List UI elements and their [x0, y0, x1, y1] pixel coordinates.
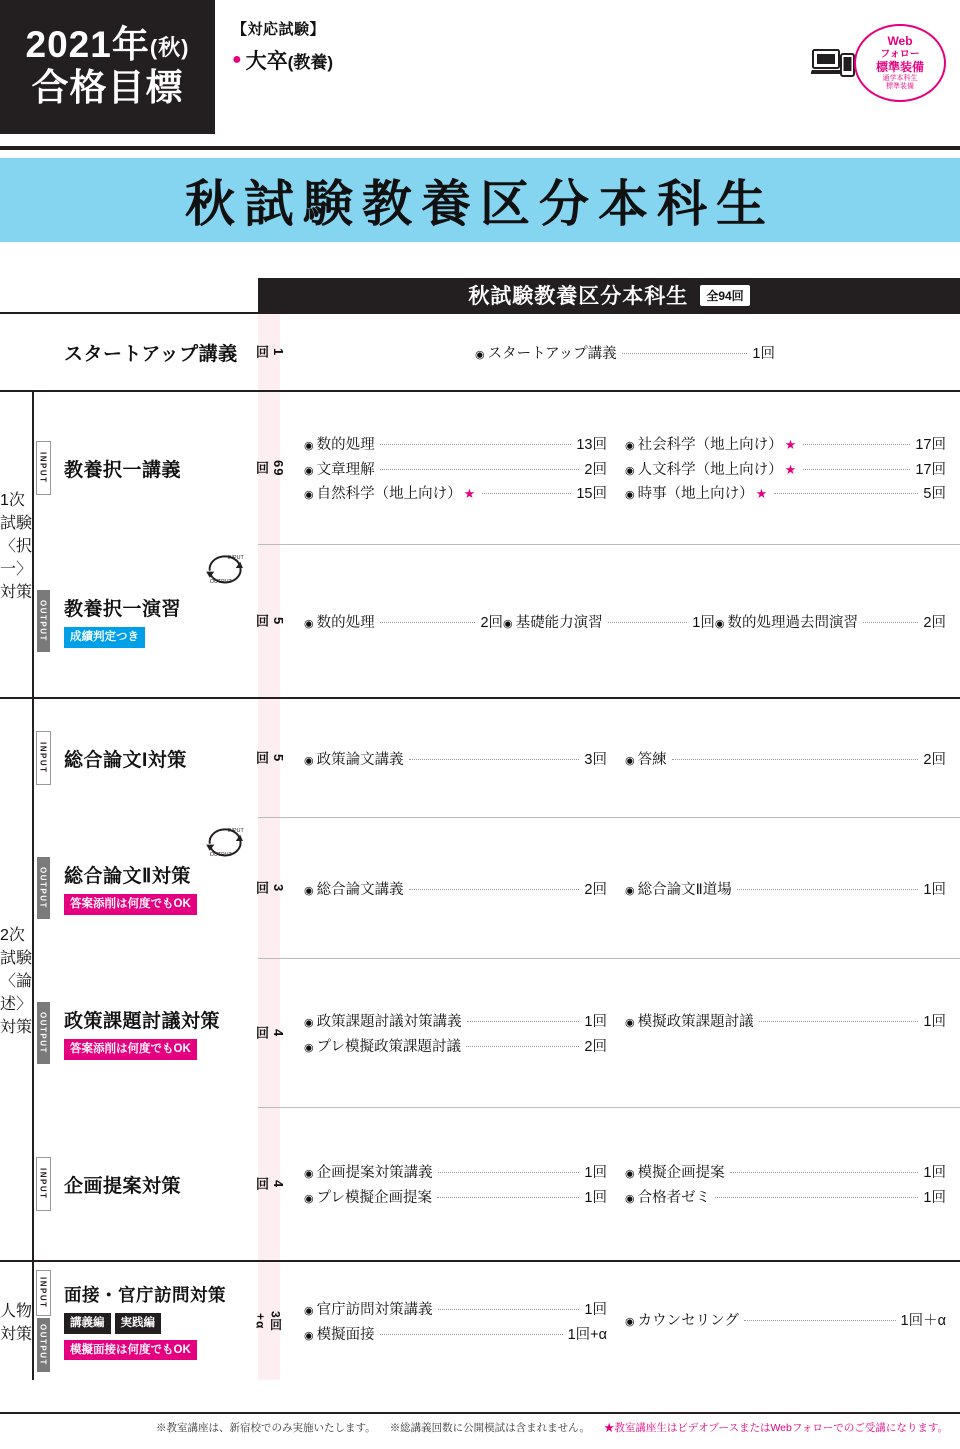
item-label: 人文科学（地上向け）: [637, 461, 783, 478]
footnote-3: ★教室講座生はビデオブースまたはWebフォローでのご受講になります。: [603, 1422, 948, 1434]
footnote-2: ※総講義回数に公開模試は含まれません。: [389, 1422, 590, 1434]
leader-dots: [409, 759, 580, 760]
leader-dots: [737, 889, 919, 890]
item-list: [304, 342, 946, 363]
item-columns: [304, 744, 946, 772]
item-label: 企画提案対策講義: [316, 1165, 433, 1182]
item-count: 1回: [584, 1302, 607, 1319]
item-label: プレ模擬政策課題討議: [316, 1038, 462, 1055]
item-count: 1回: [923, 1189, 946, 1206]
item-list-right: [625, 1295, 946, 1348]
bullet-icon: ◉: [304, 1305, 314, 1318]
bullet-icon: ◉: [475, 348, 485, 361]
item-label: 時事（地上向け）: [637, 486, 754, 502]
row-count-cell: [254, 959, 286, 1107]
row-name: 企画提案対策: [64, 1175, 182, 1197]
leader-dots: [380, 1334, 563, 1335]
phase-label: 人物対策: [0, 1303, 33, 1343]
year-line-1: [26, 24, 190, 67]
item-label: スタートアップ講義: [487, 345, 617, 362]
web-follow-badge: [811, 24, 946, 102]
exam-target-block: [232, 18, 333, 75]
row-badges: [64, 1313, 258, 1333]
item-list-right: [625, 430, 946, 507]
table-row: [0, 818, 960, 958]
count-num: 1: [271, 347, 286, 357]
phase-label: 2次試験〈論述〉対策: [0, 927, 33, 1036]
list-item: [304, 482, 607, 503]
item-count: 1回: [584, 1165, 607, 1182]
table-row: [0, 959, 960, 1107]
io-cell: [32, 699, 54, 817]
footer-divider: [0, 1412, 960, 1414]
item-label: 政策課題討議対策講義: [316, 1014, 462, 1031]
item-list-c: [715, 607, 946, 635]
bullet-icon: ◉: [304, 464, 314, 477]
item-count: 13回: [576, 437, 607, 453]
row-count-cell: [254, 392, 286, 544]
web-badge-line3: 標準装備: [875, 59, 924, 74]
leader-dots: [803, 444, 910, 445]
io-badge-output: OUTPUT: [37, 1318, 50, 1372]
item-label: カウンセリング: [637, 1312, 739, 1329]
star-icon: ★: [755, 486, 768, 501]
status-badge: 成績判定つき: [64, 627, 145, 647]
count-unit: 回: [254, 614, 269, 628]
item-count: 1回＋α: [900, 1312, 946, 1329]
count-unit: 回: [254, 1177, 269, 1191]
item-count: 2回: [584, 461, 607, 478]
leader-dots: [380, 444, 572, 445]
star-icon: ★: [784, 461, 797, 477]
item-list-left: [304, 1295, 625, 1348]
leader-dots: [715, 1197, 918, 1198]
row-name-cell: [54, 818, 258, 958]
item-label: 政策論文講義: [316, 751, 404, 768]
count-num: 4: [271, 1028, 286, 1038]
count-num: 4: [271, 1179, 286, 1189]
list-item: [304, 1161, 607, 1182]
bullet-icon: ◉: [625, 440, 635, 452]
list-item: [304, 1186, 607, 1207]
item-count: 2回: [584, 881, 607, 898]
row-count-cell: [254, 699, 286, 817]
list-item: [625, 748, 946, 769]
list-item: [625, 1161, 946, 1182]
item-count: 1回: [584, 1189, 607, 1206]
leader-dots: [744, 1320, 896, 1321]
item-count: 1回+α: [567, 1326, 607, 1343]
exam-target-value-sub: (教養): [287, 52, 333, 72]
row-body: [280, 1108, 960, 1260]
io-cell: [32, 545, 54, 697]
list-item: [475, 342, 775, 363]
list-item: [304, 1298, 607, 1319]
item-list-a: [304, 607, 503, 635]
item-columns: [304, 1007, 946, 1060]
item-label: 模擬政策課題討議: [637, 1014, 754, 1031]
row-name: 面接・官庁訪問対策: [64, 1285, 226, 1306]
count-unit: 回: [254, 1026, 269, 1040]
item-list-left: [304, 874, 625, 902]
svg-text:OUTPUT: OUTPUT: [209, 579, 232, 585]
table-row: [0, 314, 960, 390]
list-item: [304, 748, 607, 769]
list-item: [304, 878, 607, 899]
item-count: 2回: [584, 1038, 607, 1055]
item-label: 総合論文講義: [316, 881, 404, 898]
count-num: 3回: [268, 1310, 283, 1332]
item-label: 模擬面接: [316, 1326, 375, 1343]
leader-dots: [622, 353, 748, 354]
io-cell: [32, 1108, 54, 1260]
row-body: [280, 392, 960, 544]
list-item: [304, 611, 503, 632]
year-season: (秋): [149, 35, 190, 61]
row-body: [280, 1262, 960, 1380]
list-item: [625, 482, 946, 503]
item-list-left: [304, 744, 625, 772]
bullet-icon: ◉: [304, 1168, 314, 1181]
count-unit: 回: [254, 881, 269, 895]
bullet-icon: ◉: [625, 884, 635, 897]
item-label: 基礎能力演習: [515, 614, 603, 631]
list-item: [625, 1309, 946, 1330]
leader-dots: [380, 469, 580, 470]
row-name: 教養択一講義: [64, 459, 182, 481]
table-row: [0, 699, 960, 817]
row-name: 総合論文Ⅱ対策: [64, 866, 191, 888]
row-count-cell: [254, 545, 286, 697]
phase-group-2: [0, 699, 960, 1260]
leader-dots: [437, 1197, 579, 1198]
item-count: 1回: [752, 345, 775, 362]
table-row: [0, 1262, 960, 1380]
row-badges: [64, 894, 258, 914]
item-columns: [304, 1295, 946, 1348]
item-columns: [304, 874, 946, 902]
list-item: [304, 1010, 607, 1031]
web-follow-circle: [854, 24, 946, 102]
leader-dots: [438, 1309, 580, 1310]
item-count: 17回: [915, 461, 946, 478]
item-list-right: [625, 744, 946, 772]
footnote-1: ※教室講座は、新宿校でのみ実施いたします。: [156, 1422, 376, 1434]
item-list-right: [625, 1158, 946, 1211]
list-item: [715, 611, 946, 632]
item-count: 1回: [923, 1165, 946, 1182]
bullet-icon: ◉: [625, 489, 635, 501]
leader-dots: [803, 469, 910, 470]
item-label: プレ模擬企画提案: [316, 1189, 433, 1206]
leader-dots: [672, 759, 919, 760]
row-name-cell: [54, 392, 258, 544]
io-badge-input: INPUT: [36, 731, 51, 785]
phase-label: 1次試験〈択一〉対策: [0, 492, 33, 601]
svg-text:INPUT: INPUT: [227, 828, 244, 835]
footnotes: [156, 1420, 948, 1435]
web-badge-line1: Web: [887, 34, 913, 49]
io-col-empty: [32, 314, 54, 390]
io-badge-input: INPUT: [36, 1270, 51, 1316]
io-badge-input: INPUT: [36, 1157, 51, 1211]
leader-dots: [774, 493, 918, 494]
input-output-cycle-icon: [204, 551, 246, 585]
row-body: [280, 818, 960, 958]
bullet-icon: ◉: [304, 1017, 314, 1030]
row-count-cell: [253, 1262, 283, 1380]
row-body: [280, 314, 960, 390]
item-label: 数的処理: [316, 437, 375, 453]
row-name-cell: [54, 1108, 258, 1260]
item-count: 2回: [923, 751, 946, 768]
io-cell: [32, 818, 54, 958]
total-sessions-badge: 全94回: [700, 285, 749, 306]
table-row: [0, 545, 960, 697]
count-unit: 回: [254, 345, 269, 359]
list-item: [625, 458, 946, 479]
input-output-cycle-icon: [204, 824, 246, 858]
item-count: 2回: [923, 614, 946, 631]
bullet-icon: ◉: [304, 1329, 314, 1342]
star-icon: ★: [784, 437, 797, 452]
list-item: [625, 878, 946, 899]
web-badge-line4: 通学本科生: [882, 74, 918, 82]
phase-group-3: [0, 1262, 960, 1380]
io-badge-output: OUTPUT: [37, 590, 50, 652]
item-count: 15回: [576, 486, 607, 502]
svg-text:OUTPUT: OUTPUT: [209, 852, 232, 858]
leader-dots: [482, 493, 571, 494]
count-unit: 回: [254, 751, 269, 765]
list-item: [625, 1186, 946, 1207]
item-columns: [304, 1158, 946, 1211]
io-badge-output: OUTPUT: [37, 1002, 50, 1064]
exam-target-value: 大卒: [245, 50, 288, 73]
item-label: 数的処理過去問演習: [727, 614, 858, 631]
bullet-icon: ◉: [625, 1168, 635, 1181]
item-list-left: [304, 430, 625, 507]
phase-group-1: [0, 392, 960, 697]
row-badges-2: [64, 1340, 258, 1360]
bullet-icon: ◉: [304, 489, 314, 501]
row-name-cell: [54, 545, 258, 697]
item-label: 文章理解: [316, 461, 375, 478]
io-badge-output: OUTPUT: [37, 857, 50, 919]
row-count-cell: [254, 314, 286, 390]
item-count: 17回: [915, 437, 946, 453]
list-item: [304, 458, 607, 479]
course-title-band: [0, 158, 960, 242]
row-name: 政策課題討議対策: [64, 1011, 221, 1033]
row-name: 総合論文I対策: [64, 749, 187, 771]
item-label: 官庁訪問対策講義: [316, 1302, 433, 1319]
web-badge-line2: フォロー: [880, 49, 920, 61]
item-label: 総合論文Ⅱ道場: [637, 881, 732, 898]
row-name: スタートアップ講義: [64, 343, 238, 365]
row-name-cell: [54, 959, 258, 1107]
bullet-icon: ◉: [625, 1017, 635, 1030]
item-label: 合格者ゼミ: [637, 1189, 711, 1206]
row-body: [280, 699, 960, 817]
list-item: [503, 611, 715, 632]
leader-dots: [759, 1021, 919, 1022]
leader-dots: [466, 1046, 579, 1047]
item-columns: [304, 430, 946, 507]
svg-text:INPUT: INPUT: [227, 555, 244, 562]
web-badge-line5: 標準装備: [886, 82, 914, 90]
io-cell: [32, 1262, 54, 1380]
exam-target-value-row: [232, 45, 333, 75]
list-item: [625, 433, 946, 454]
list-item: [625, 1010, 946, 1031]
row-name-cell: [54, 699, 258, 817]
item-count: 1回: [692, 614, 715, 631]
list-item: [304, 1323, 607, 1344]
item-count: 1回: [584, 1014, 607, 1031]
bullet-icon: ◉: [503, 617, 513, 630]
row-name: 教養択一演習: [64, 599, 182, 621]
exam-target-label: 【対応試験】: [232, 21, 326, 38]
row-name-cell: [54, 1262, 258, 1380]
item-list-b: [503, 607, 715, 635]
count-num: 5: [271, 616, 286, 626]
leader-dots: [467, 1021, 580, 1022]
bullet-icon: ◉: [625, 464, 635, 477]
item-label: 答練: [637, 751, 667, 768]
status-badge: 答案添削は何度でもOK: [64, 1039, 197, 1059]
row-badges: [64, 1039, 258, 1059]
io-cell: [32, 959, 54, 1107]
bullet-icon: ◉: [304, 617, 314, 630]
bullet-icon: ◉: [304, 884, 314, 897]
row-count-cell: [254, 818, 286, 958]
list-item: [304, 433, 607, 454]
table-row: [0, 1108, 960, 1260]
item-count: 1回: [923, 1014, 946, 1031]
item-label: 社会科学（地上向け）: [637, 437, 783, 453]
bullet-icon: ◉: [304, 1041, 314, 1054]
leader-dots: [730, 1172, 919, 1173]
table-header: [258, 278, 960, 312]
item-count: 5回: [923, 486, 946, 502]
goal-text: 合格目標: [31, 67, 184, 108]
row-body: [280, 959, 960, 1107]
count-unit: 回: [254, 461, 269, 475]
table-header-title: 秋試験教養区分本科生: [468, 285, 689, 308]
bullet-icon: ◉: [304, 1192, 314, 1205]
item-count: 1回: [923, 881, 946, 898]
bullet-icon: ◉: [625, 754, 635, 767]
bullet-icon: ◉: [625, 1192, 635, 1205]
row-name-cell: [54, 314, 258, 390]
leader-dots: [438, 1172, 580, 1173]
status-badge: 実践編: [115, 1313, 162, 1333]
count-num: 3: [271, 883, 286, 893]
page-title: 秋試験教養区分本科生: [185, 176, 775, 232]
row-body: [280, 545, 960, 697]
io-cell: [32, 392, 54, 544]
phase-col-empty: [0, 314, 32, 390]
status-badge: 講義編: [64, 1313, 111, 1333]
curriculum-table: [0, 312, 960, 1380]
devices-icon: [811, 40, 857, 86]
count-unit: +α: [253, 1312, 268, 1330]
table-row: [0, 392, 960, 544]
bullet-icon: ◉: [625, 1315, 635, 1328]
row-count-cell: [254, 1108, 286, 1260]
year-goal-box: [0, 0, 215, 134]
item-list-left: [304, 1158, 625, 1211]
row-badges: [64, 627, 258, 647]
leader-dots: [380, 622, 476, 623]
item-label: 自然科学（地上向け）: [316, 486, 462, 502]
header-divider: [0, 146, 960, 150]
status-badge: 答案添削は何度でもOK: [64, 894, 197, 914]
item-list-right: [625, 1007, 946, 1060]
status-badge: 模擬面接は何度でもOK: [64, 1340, 197, 1360]
count-num: 5: [271, 753, 286, 763]
year-text: 2021年: [25, 24, 150, 66]
leader-dots: [863, 622, 918, 623]
item-list-right: [625, 874, 946, 902]
io-badge-input: INPUT: [36, 441, 51, 495]
page-header: [0, 0, 960, 140]
count-num: 69: [271, 459, 286, 477]
star-icon: ★: [463, 486, 476, 501]
bullet-icon: ◉: [304, 754, 314, 767]
bullet-icon: ◉: [304, 440, 314, 452]
item-list-left: [304, 1007, 625, 1060]
item-count: 2回: [480, 614, 504, 631]
item-count: 3回: [584, 751, 607, 768]
bullet-icon: ◉: [714, 617, 725, 630]
item-columns: [304, 607, 946, 635]
item-label: 数的処理: [316, 614, 375, 631]
bullet-dot-icon: ●: [232, 51, 242, 68]
item-label: 模擬企画提案: [637, 1165, 725, 1182]
leader-dots: [409, 889, 580, 890]
list-item: [304, 1035, 607, 1056]
leader-dots: [608, 622, 688, 623]
